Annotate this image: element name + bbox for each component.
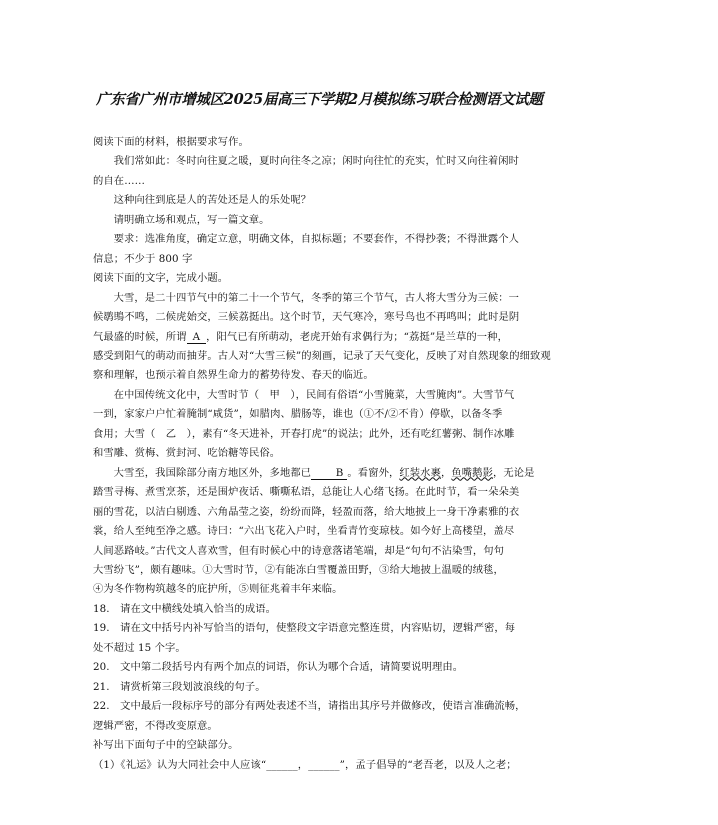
passage-p1-line: 候鹖鴠不鸣，二候虎始交，三候荔挺出。这个时节，天气寒冷，寒号鸟也不再鸣叫；此时是阴 (93, 311, 520, 324)
fill-intro: 补写出下面句子中的空缺部分。 (93, 739, 239, 752)
passage-text: 大雪至，我国除部分南方地区外，多地都已 (113, 466, 312, 479)
passage-p3-line: ④为冬作物构筑越冬的庇护所，⑤则征兆着丰年来临。 (93, 583, 343, 596)
fill-question-1: （1）《礼运》认为大同社会中人应该“______，______”，孟子倡导的“老吾老，以及人之老； (93, 758, 517, 771)
blank-b: B (311, 467, 347, 480)
blank-a: A (187, 331, 207, 344)
passage-p2-line: 和雪雕、赏梅、赏封河、吃饴糖等民俗。 (93, 447, 281, 460)
passage-p1-line: 大雪，是二十四节气中的第二十一个节气，冬季的第三个节气，古人将大雪分为三候：一 (113, 291, 520, 304)
passage-text: 气最盛的时候，所谓 (93, 330, 187, 343)
question-19: 19. 请在文中括号内补写恰当的语句，使整段文字语意完整连贯，内容贴切，逻辑严密，每 (93, 622, 516, 635)
passage-p3-line: 人间恶路岐。”古代文人喜欢雪，但有时候心中的诗意落诸笔端，却是“句句不沾染雪，句句 (93, 544, 505, 557)
passage-p2-line: 食用；大雪（ 乙 ），素有“冬天进补，开春打虎”的说法；此外，还有吃红薯粥、制作冰雕 (93, 427, 515, 440)
passage-p1-line: 感受到阳气的萌动而抽芽。古人对“大雪三候”的刻画，记录了天气变化，反映了对自然现象的细致观 (93, 349, 551, 362)
writing-instruction: 请明确立场和观点，写一篇文章。 (113, 213, 270, 226)
passage-p1-line: 察和理解，也预示着自然界生命力的蓄势待发、春天的临近。 (93, 369, 374, 382)
page-title: 广东省广州市增城区2025届高三下学期2月模拟练习联合检测语文试题 (96, 91, 543, 108)
writing-requirement-line: 要求：选准角度，确定立意，明确文体，自拟标题；不要套作，不得抄袭；不得泄露个人 (113, 233, 520, 246)
document-body (93, 133, 553, 775)
question-22: 22. 文中最后一段标序号的部分有两处表述不当，请指出其序号并做修改，使语言准确流畅， (93, 700, 526, 713)
passage-p2-line: 在中国传统文化中，大雪时节（ 甲 ），民间有俗语“小雪腌菜，大雪腌肉”。大雪节气 (113, 388, 515, 401)
passage-p3-line: 大雪纷飞”，颇有趣味。①大雪时节，②有能冻白雪覆盖田野，③给大地披上温暖的绒毯， (93, 563, 504, 576)
passage-text: ， (440, 466, 452, 479)
question-20: 20. 文中第二段括号内有两个加点的词语，你认为哪个合适，请简要说明理由。 (93, 661, 464, 674)
wavy-phrase: 鱼嘴鹅影 (451, 466, 493, 479)
question-21: 21. 请赏析第三段划波浪线的句子。 (93, 680, 266, 693)
question-19-cont: 处不超过 15 个字。 (93, 641, 186, 654)
writing-intro: 阅读下面的材料，根据要求写作。 (93, 136, 249, 148)
passage-p3-line (93, 464, 553, 483)
reading-intro: 阅读下面的文字，完成小题。 (93, 272, 229, 285)
writing-quote-line: 我们常如此：冬时向往夏之暖，夏时向往冬之凉；闲时向往忙的充实，忙时又向往着闲时 (113, 155, 520, 168)
passage-p2-line: 一到，家家户户忙着腌制“咸货”，如腊肉、腊肠等，谁也（①不/②不肯）停歇，以备冬季 (93, 408, 503, 421)
writing-question: 这种向往到底是人的苦处还是人的乐处呢？ (113, 194, 312, 207)
writing-quote-line: 的自在…… (93, 174, 145, 187)
passage-text: ，阳气已有所萌动，老虎开始有求偶行为；“荔挺”是兰草的一种， (206, 330, 508, 343)
question-18: 18. 请在文中横线处填入恰当的成语。 (93, 602, 277, 615)
question-22-cont: 逻辑严密，不得改变原意。 (93, 719, 218, 732)
writing-requirement-line: 信息；不少于 800 字 (93, 252, 193, 265)
wavy-phrase: 红装水裹 (399, 466, 441, 479)
passage-p3-line: 裳，给人至纯至净之感。诗曰：“六出飞花入户时，坐看青竹变琼枝。如今好上高楼望，盖尽 (93, 525, 515, 538)
passage-p1-line (93, 328, 553, 347)
passage-text: ，无论是 (492, 466, 535, 479)
passage-text: 。看窗外， (347, 466, 400, 479)
passage-p3-line: 丽的雪花，以洁白剔透、六角晶莹之姿，纷纷而降，轻盈而落，给大地披上一身干净素雅的衣 (93, 505, 520, 518)
passage-p3-line: 踏雪寻梅、煮雪烹茶，还是围炉夜话、嘶嘶私语，总能让人心绪飞扬。在此时节，看一朵朵美 (93, 486, 520, 499)
